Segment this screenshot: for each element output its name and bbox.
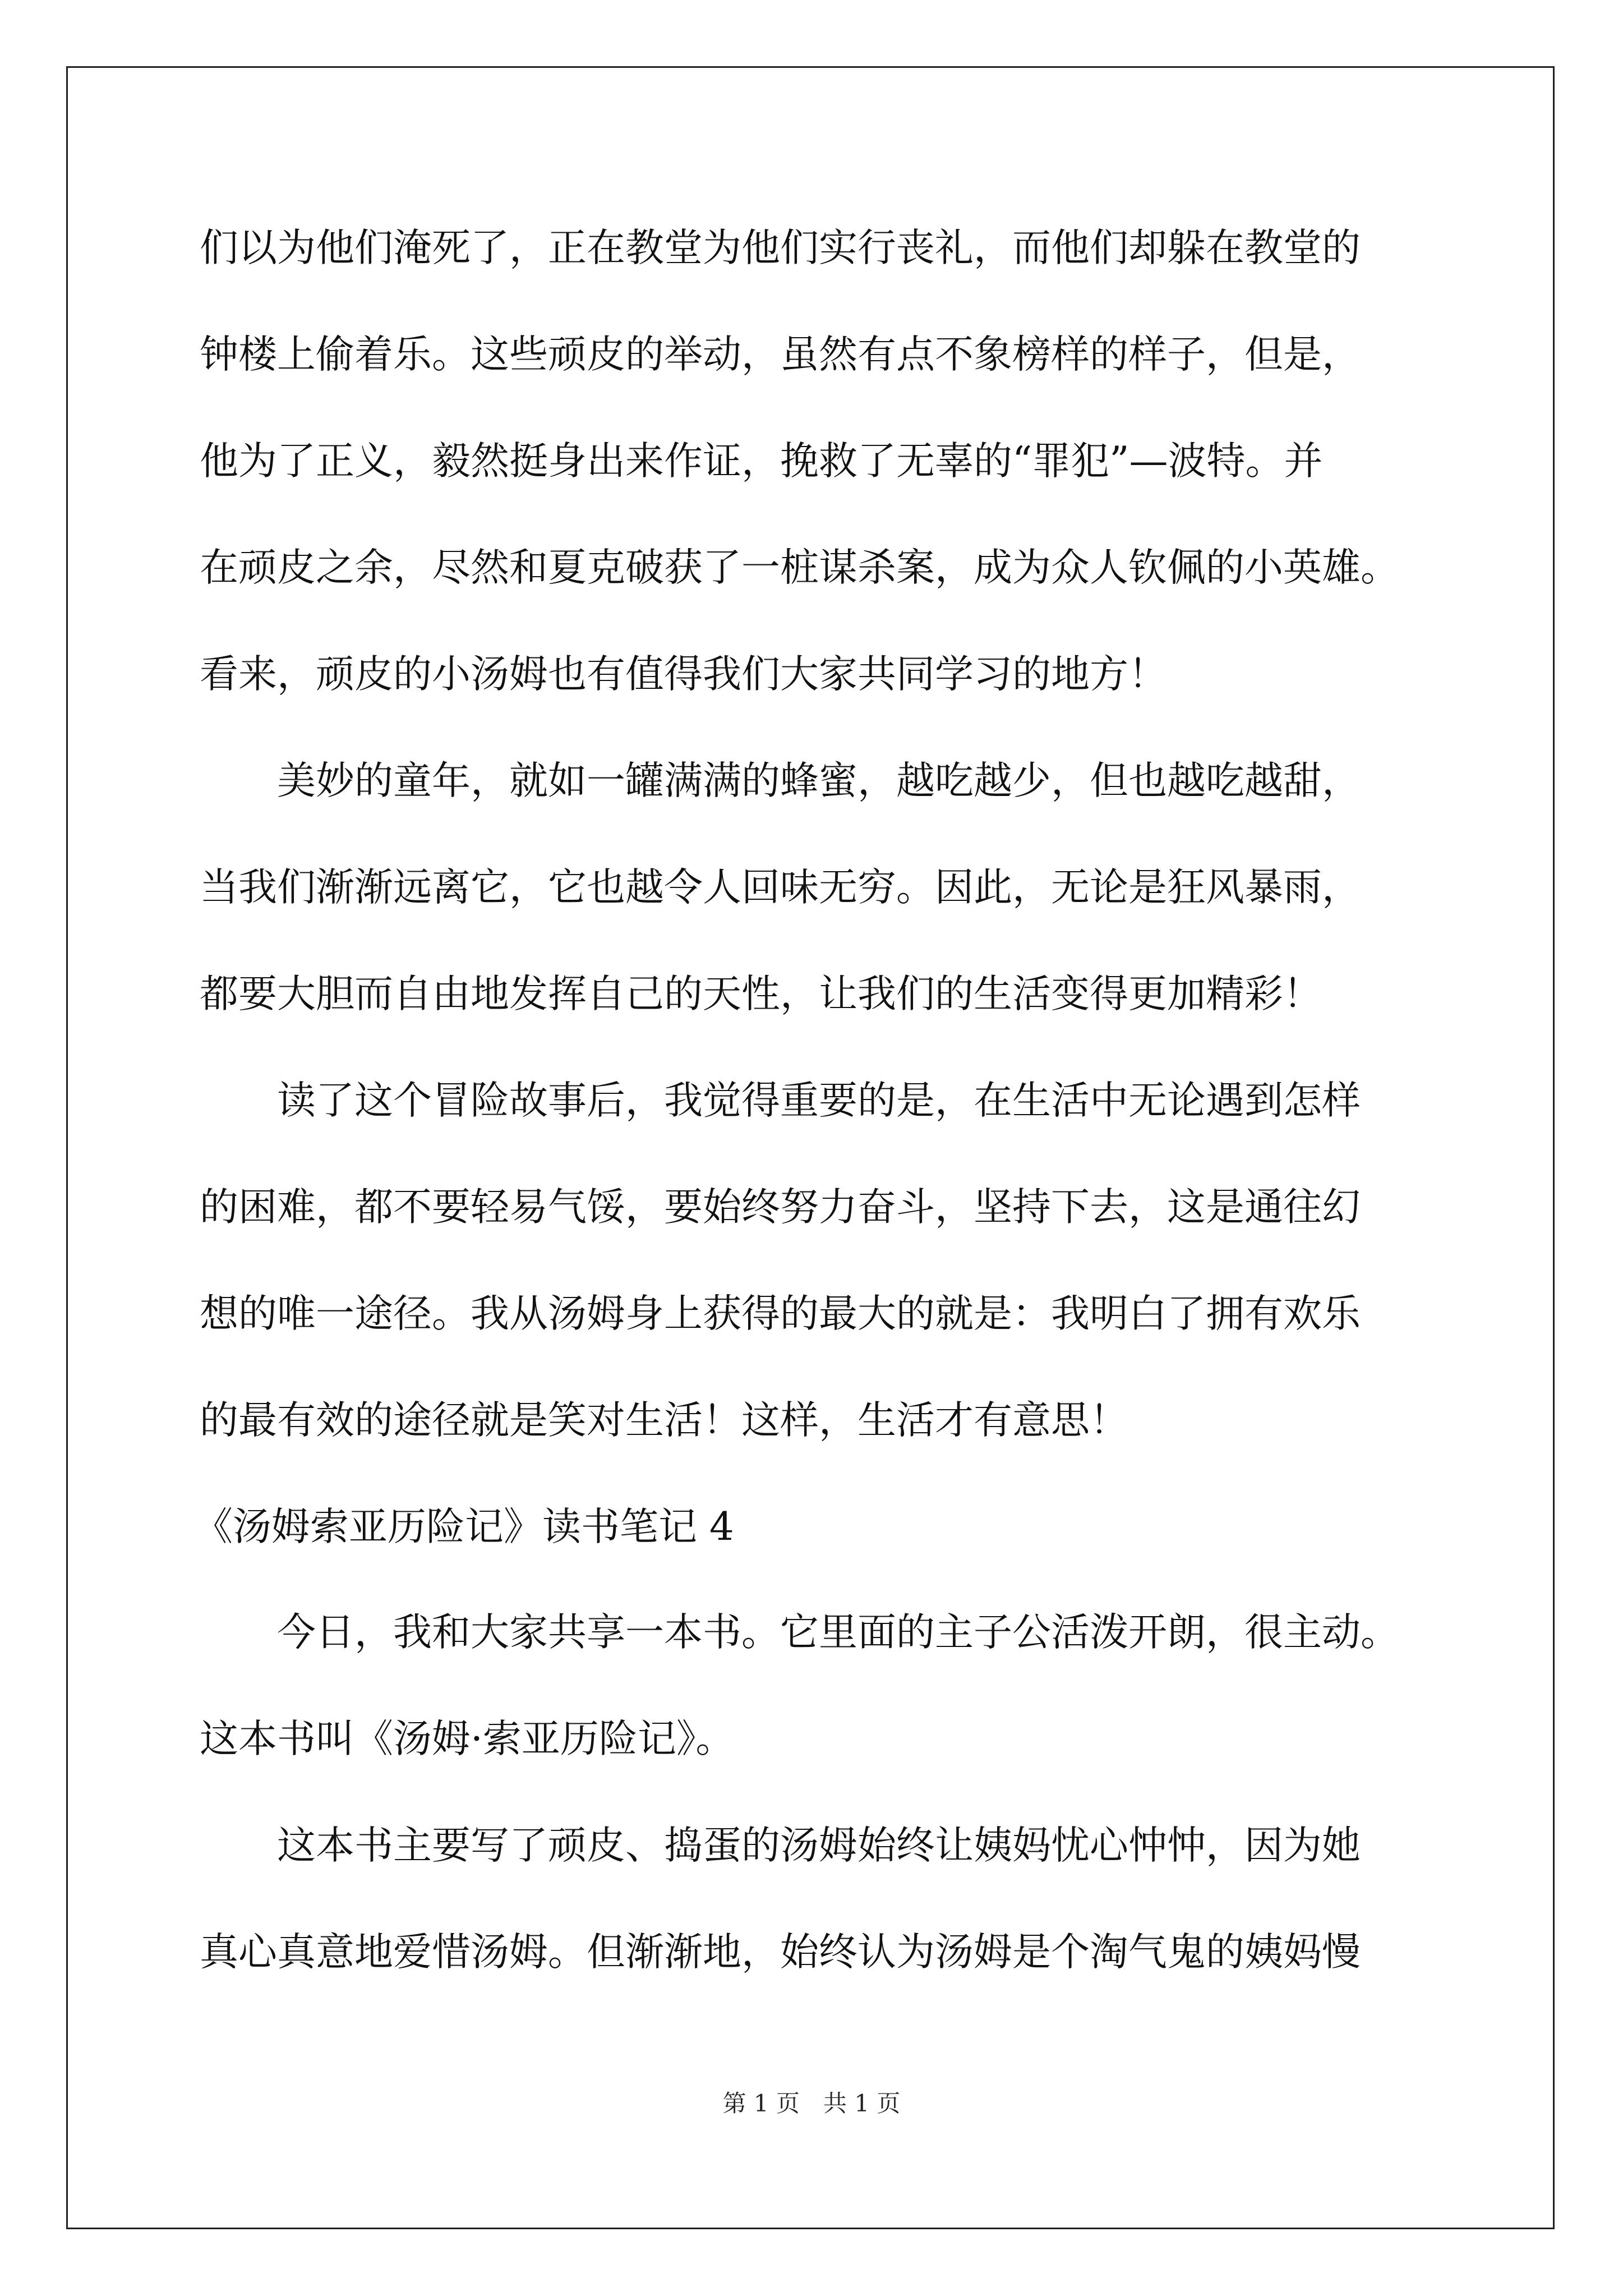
- text-line: 在顽皮之余，尽然和夏克破获了一桩谋杀案，成为众人钦佩的小英雄。: [200, 545, 1399, 590]
- paragraph-first-line: 美妙的童年，就如一罐满满的蜂蜜，越吃越少，但也越吃越甜，: [277, 758, 1361, 803]
- text-line: 钟楼上偷着乐。这些顽皮的举动，虽然有点不象榜样的样子，但是，: [200, 332, 1361, 377]
- text-line: 想的唯一途径。我从汤姆身上获得的最大的就是：我明白了拥有欢乐: [200, 1291, 1361, 1336]
- paragraph-first-line: 读了这个冒险故事后，我觉得重要的是，在生活中无论遇到怎样: [277, 1078, 1361, 1123]
- text-line: 都要大胆而自由地发挥自己的天性，让我们的生活变得更加精彩！: [200, 972, 1322, 1016]
- paragraph-first-line: 这本书主要写了顽皮、捣蛋的汤姆始终让姨妈忧心忡忡，因为她: [277, 1823, 1361, 1868]
- text-line: 的最有效的途径就是笑对生活！这样，生活才有意思！: [200, 1398, 1128, 1443]
- text-line: 这本书叫《汤姆·索亚历险记》。: [200, 1717, 735, 1761]
- text-line: 们以为他们淹死了，正在教堂为他们实行丧礼，而他们却躲在教堂的: [200, 226, 1361, 270]
- text-line: 他为了正义，毅然挺身出来作证，挽救了无辜的“罪犯”—波特。并: [200, 439, 1323, 484]
- text-line: 真心真意地爱惜汤姆。但渐渐地，始终认为汤姆是个淘气鬼的姨妈慢: [200, 1930, 1361, 1975]
- section-heading: 《汤姆索亚历险记》读书笔记 4: [194, 1504, 734, 1549]
- paragraph-first-line: 今日，我和大家共享一本书。它里面的主子公活泼开朗，很主动。: [277, 1610, 1399, 1655]
- page-footer: 第 1 页 共 1 页: [722, 2090, 901, 2117]
- document-body: [194, 218, 1433, 2028]
- text-line: 当我们渐渐远离它，它也越令人回味无穷。因此，无论是狂风暴雨，: [200, 865, 1361, 910]
- text-line: 看来，顽皮的小汤姆也有值得我们大家共同学习的地方！: [200, 652, 1167, 697]
- text-line: 的困难，都不要轻易气馁，要始终努力奋斗，坚持下去，这是通往幻: [200, 1185, 1361, 1230]
